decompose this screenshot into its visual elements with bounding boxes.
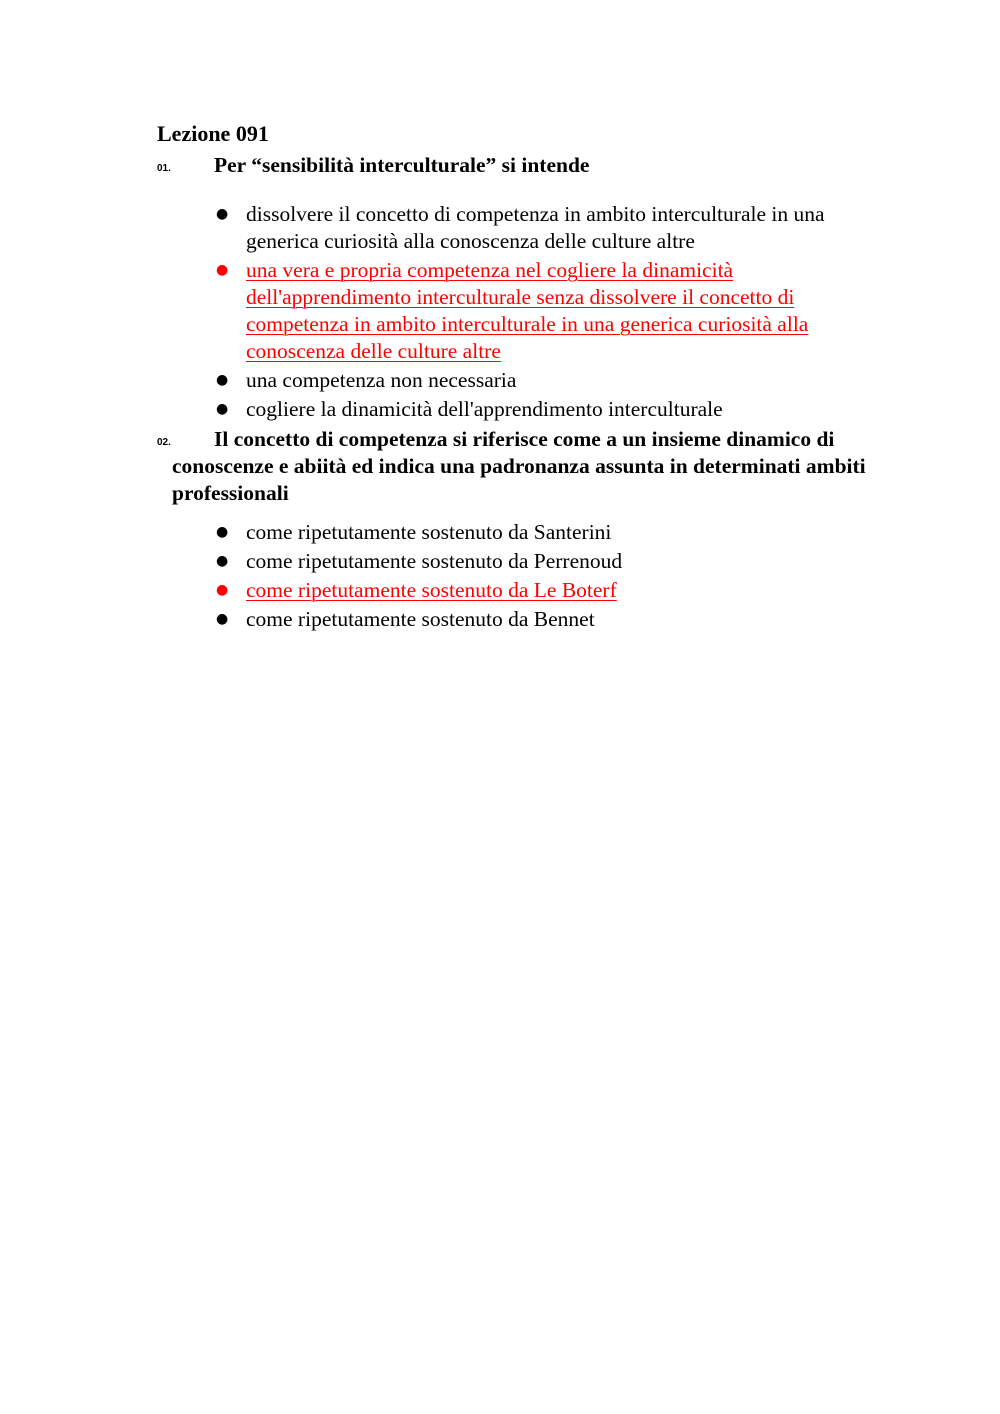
question-text: Per “sensibilità interculturale” si intende [214, 153, 590, 177]
answer-text: una vera e propria competenza nel cogliere la dinamicità dell'apprendimento interculturale senza dissolvere il concetto di competenza in ambito interculturale in una generica curiosità alla conoscenza delle culture altre [246, 258, 809, 363]
bullet-icon: ● [216, 611, 229, 627]
bullet-icon: ● [216, 401, 229, 417]
answer-option-correct[interactable] [216, 577, 896, 604]
answer-option[interactable] [216, 367, 896, 394]
answer-text: come ripetutamente sostenuto da Bennet [246, 607, 595, 631]
answer-text: come ripetutamente sostenuto da Santerini [246, 520, 612, 544]
answer-option[interactable] [216, 548, 896, 575]
answer-option[interactable] [216, 201, 896, 255]
question-number: 01. [157, 163, 171, 174]
answer-text: dissolvere il concetto di competenza in ambito interculturale in una generica curiosità alla conoscenza delle culture altre [246, 202, 825, 253]
answer-option[interactable] [216, 606, 896, 633]
answer-text: cogliere la dinamicità dell'apprendimento interculturale [246, 397, 723, 421]
question-02 [157, 426, 902, 507]
bullet-icon: ● [216, 372, 229, 388]
answer-text: come ripetutamente sostenuto da Le Boterf [246, 578, 617, 602]
bullet-icon: ● [216, 262, 229, 278]
answer-option[interactable] [216, 396, 896, 423]
bullet-icon: ● [216, 524, 229, 540]
bullet-icon: ● [216, 206, 229, 222]
answer-option[interactable] [216, 519, 896, 546]
answer-option-correct[interactable] [216, 257, 896, 365]
answer-text: una competenza non necessaria [246, 368, 517, 392]
lesson-title: Lezione 091 [157, 121, 269, 146]
question-text: Il concetto di competenza si riferisce come a un insieme dinamico di conoscenze e abiità ed indica una padronanza assunta in determinati ambiti professionali [172, 427, 866, 505]
question-number: 02. [157, 437, 171, 448]
bullet-icon: ● [216, 582, 229, 598]
answer-list-01 [216, 201, 896, 425]
answer-list-02 [216, 519, 896, 635]
question-01 [157, 152, 902, 179]
bullet-icon: ● [216, 553, 229, 569]
answer-text: come ripetutamente sostenuto da Perrenoud [246, 549, 623, 573]
